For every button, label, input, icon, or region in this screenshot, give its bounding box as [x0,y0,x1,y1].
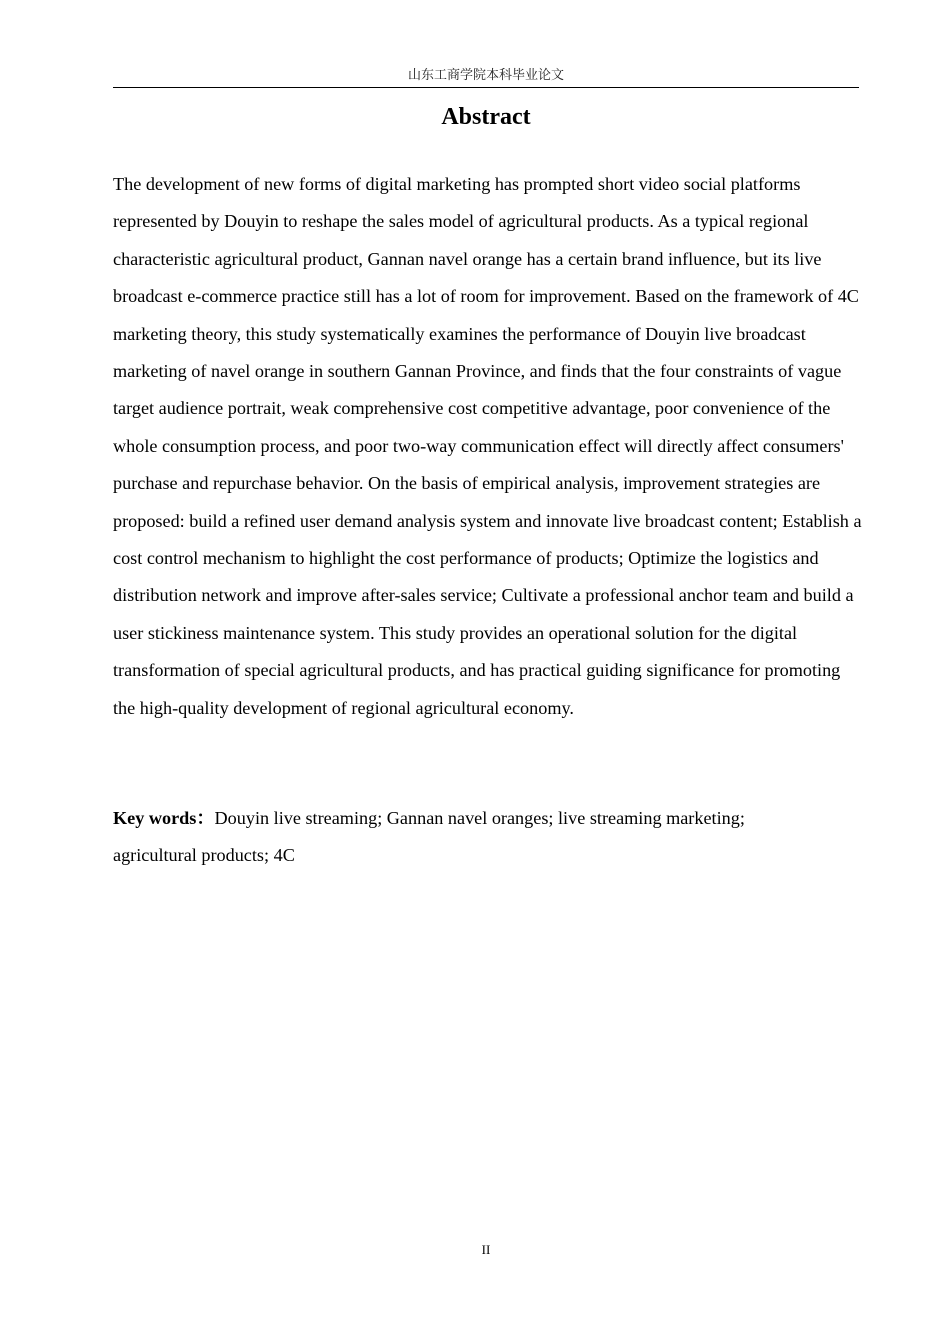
abstract-title: Abstract [441,104,531,130]
keywords-label: Key words： [113,808,215,828]
header-divider [113,87,859,88]
running-header: 山东工商学院本科毕业论文 [407,67,564,82]
page-number: II [481,1242,491,1257]
keywords-paragraph [113,800,813,875]
keywords-text: Douyin live streaming; Gannan navel oranges; live streaming marketing; agricultural products; 4C [113,808,745,866]
abstract-body: The development of new forms of digital marketing has prompted short video social platforms represented by Douyin to reshape the sales model of agricultural products. As a typical regional characteristic agricultural product, Gannan navel orange has a certain brand influence, but its live broadcast e-commerce practice still has a lot of room for improvement. Based on the framework of 4C marketing theory, this study systematically examines the performance of Douyin live broadcast marketing of navel orange in southern Gannan Province, and finds that the four constraints of vague target audience portrait, weak comprehensive cost competitive advantage, poor convenience of the whole consumption process, and poor two-way communication effect will directly affect consumers' purchase and repurchase behavior. On the basis of empirical analysis, improvement strategies are proposed: build a refined user demand analysis system and innovate live broadcast content; Establish a cost control mechanism to highlight the cost performance of products; Optimize the logistics and distribution network and improve after-sales service; Cultivate a professional anchor team and build a user stickiness maintenance system. This study provides an operational solution for the digital transformation of special agricultural products, and has practical guiding significance for promoting the high-quality development of regional agricultural economy. [113,174,862,718]
